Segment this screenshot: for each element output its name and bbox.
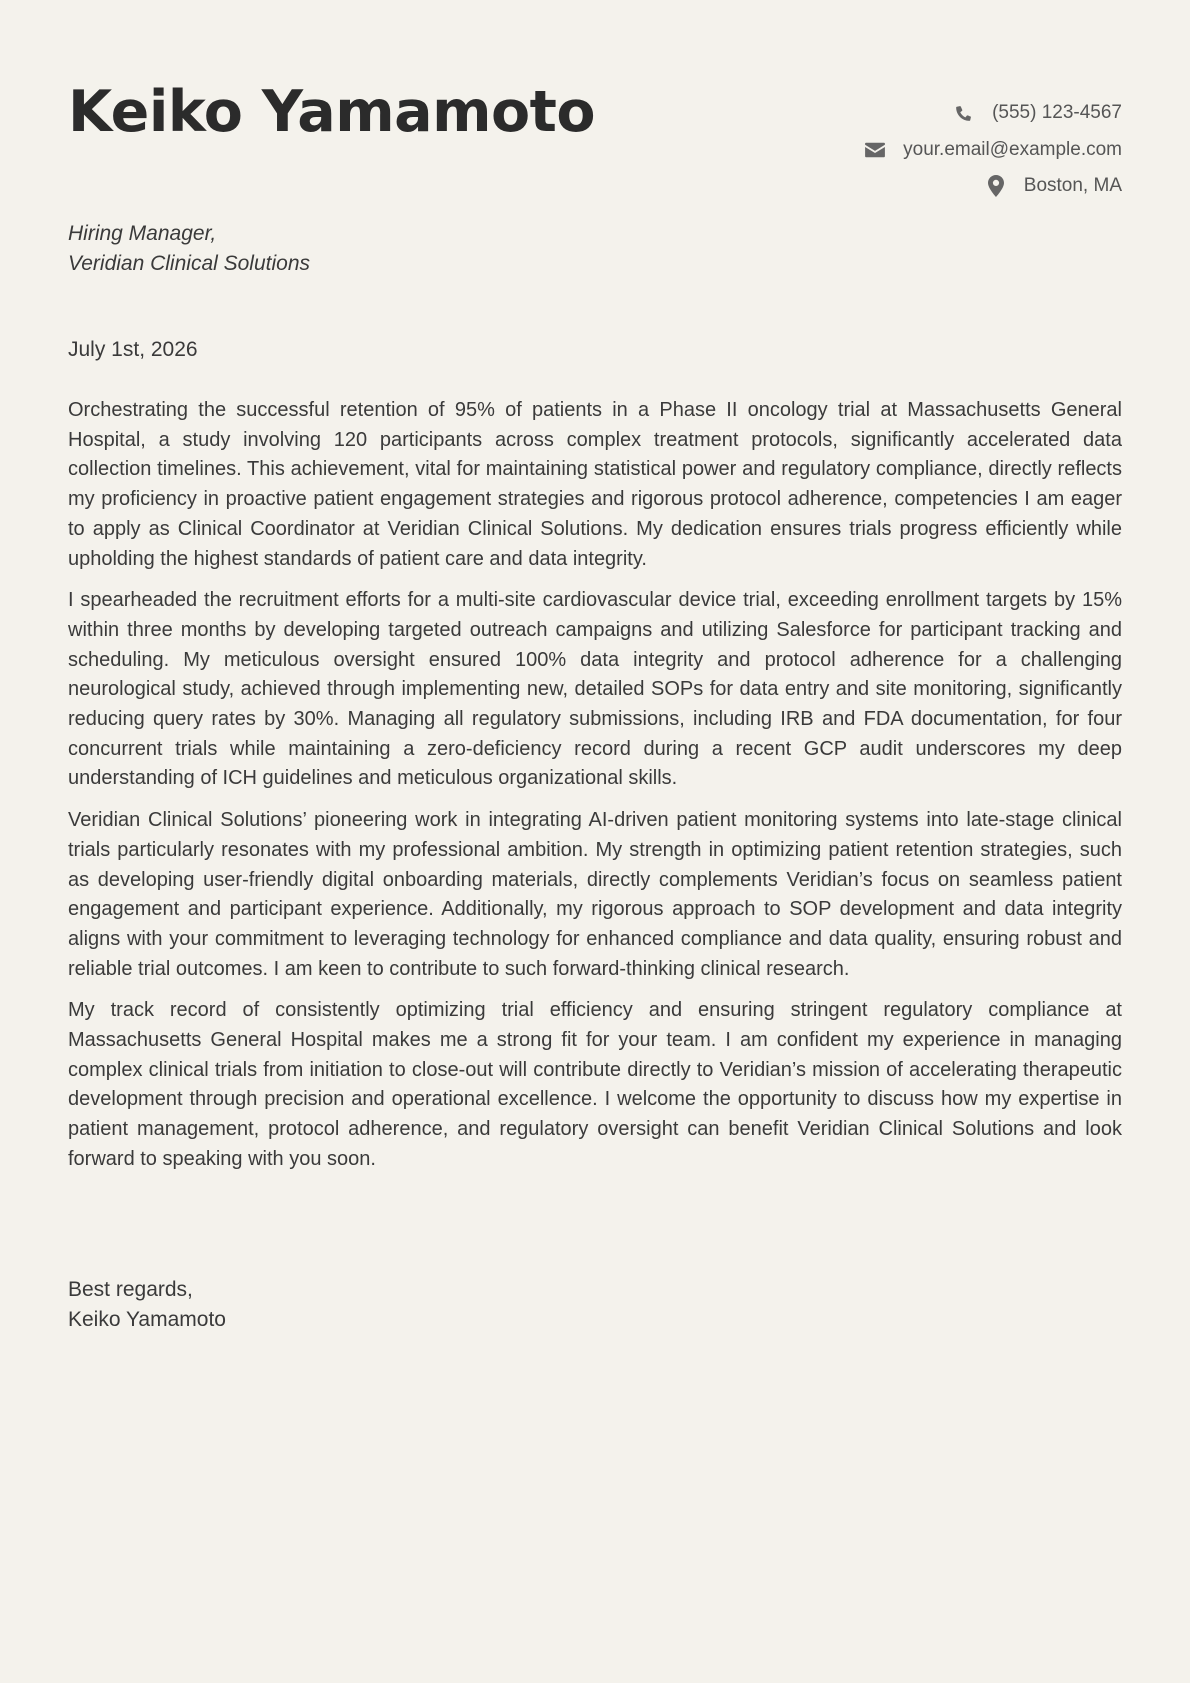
letter-date: July 1st, 2026 [68,338,198,361]
contact-location [863,168,1122,205]
letter-body [68,396,1122,1187]
body-paragraph: Orchestrating the successful retention of 95% of patients in a Phase II oncology trial at Massachusetts General Hospital, a study involving 120 participants across complex treatment protocols, significantly accelerated data collection timelines. This achievement, vital for maintaining statistical power and regulatory compliance, directly reflects my proficiency in proactive patient engagement strategies and rigorous protocol adherence, competencies I am eager to apply as Clinical Coordinator at Veridian Clinical Solutions. My dedication ensures trials progress efficiently while upholding the highest standards of patient care and data integrity. [68,399,1122,570]
location-text: Boston, MA [1023,175,1122,197]
body-paragraph: My track record of consistently optimizing trial efficiency and ensuring stringent regulatory compliance at Massachusetts General Hospital makes me a strong fit for your team. I am confident my experience in managing complex clinical trials from initiation to close-out will contribute directly to Veridian’s mission of accelerating therapeutic development through precision and operational excellence. I welcome the opportunity to discuss how my expertise in patient management, protocol adherence, and regulatory oversight can benefit Veridian Clinical Solutions and look forward to speaking with you soon. [68,999,1122,1170]
letter-closing [68,1275,226,1335]
signature-name: Keiko Yamamoto [68,1308,226,1331]
recipient-title: Hiring Manager, [68,222,217,245]
recipient-block [68,219,310,279]
phone-number: (555) 123-4567 [992,102,1122,124]
recipient-company: Veridian Clinical Solutions [68,252,311,275]
map-marker-icon [984,174,1008,198]
email-address: your.email@example.com [903,138,1122,160]
body-paragraph: Veridian Clinical Solutions’ pioneering work in integrating AI-driven patient monitoring systems into late-stage clinical trials particularly resonates with my professional ambition. My strength in optimizing patient retention strategies, such as developing user-friendly digital onboarding materials, directly complements Veridian’s focus on seamless patient engagement and participant experience. Additionally, my rigorous approach to SOP development and data integrity aligns with your commitment to leveraging technology for enhanced compliance and data quality, ensuring robust and reliable trial outcomes. I am keen to contribute to such forward-thinking clinical research. [68,809,1122,980]
letter-header [68,0,1122,200]
contact-info [863,95,1122,205]
closing-salutation: Best regards, [68,1278,193,1301]
contact-email [863,132,1122,169]
applicant-name: Keiko Yamamoto [68,79,596,145]
phone-icon [952,101,976,125]
body-paragraph: I spearheaded the recruitment efforts for a multi-site cardiovascular device trial, exceeding enrollment targets by 15% within three months by developing targeted outreach campaigns and utilizing Salesforce for participant tracking and scheduling. My meticulous oversight ensured 100% data integrity and protocol adherence for a challenging neurological study, achieved through implementing new, detailed SOPs for data entry and site monitoring, significantly reducing query rates by 30%. Managing all regulatory submissions, including IRB and FDA documentation, for four concurrent trials while maintaining a zero-deficiency record during a recent GCP audit underscores my deep understanding of ICH guidelines and meticulous organizational skills. [68,589,1122,790]
contact-phone [863,95,1122,132]
cover-letter-page [68,0,1122,1683]
envelope-icon [863,138,887,162]
